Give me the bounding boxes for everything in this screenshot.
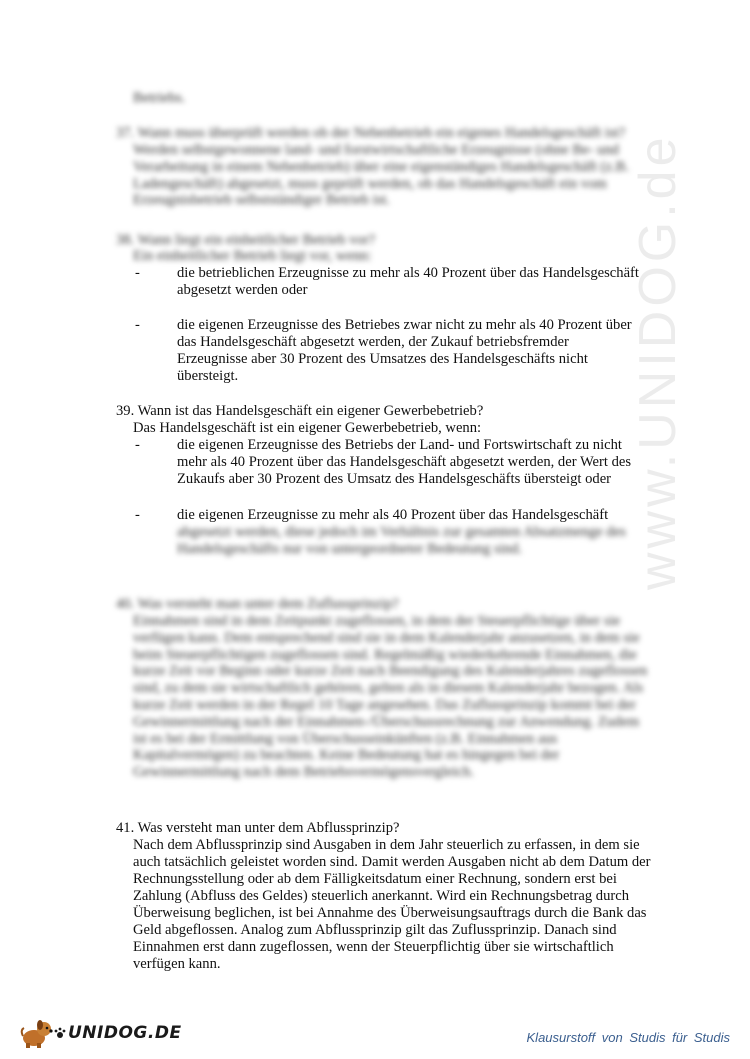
- text-line: das Handelsgeschäft abgesetzt werden, der Zukauf betriebsfremder: [177, 334, 569, 350]
- question-38-title: 38. Wann liegt ein einheitlicher Betrieb vor?: [116, 232, 376, 248]
- top-fragment: Betriebs.: [133, 90, 186, 106]
- question-38-item-1: [177, 265, 657, 299]
- question-41-answer: Nach dem Abflussprinzip sind Ausgaben in dem Jahr steuerlich zu erfassen, in dem sie auch tatsächlich geleistet worden sind. Damit werden Ausgaben nicht ab dem Datum der Rechnungsstellung oder ab dem Fälligkeitsdatum einer Rechnung, sondern erst bei Zahlung (Abfluss des Geldes) steuerlich anerkannt. Wird ein Rechnungsbetrag durch Überweisung beglichen, ist bei Annahme des Überweisungsauftrags durch die Bank das Geld abgeflossen. Analog zum Abflussprinzip gilt das Zuflussprinzip. Danach sind Einnahmen erst dann zugeflossen, wenn der Steuerpflichtig über sie wirtschaftlich verfügen kann.: [133, 837, 651, 972]
- question-41-title: 41. Was versteht man unter dem Abflussprinzip?: [116, 820, 400, 836]
- text-line: die betrieblichen Erzeugnisse zu mehr als 40 Prozent über das Handelsgeschäft: [177, 265, 639, 281]
- question-40-title: 40. Was versteht man unter dem Zuflussprinzip?: [116, 596, 399, 612]
- bullet-dash: -: [135, 265, 140, 281]
- question-38-intro: Ein einheitlicher Betrieb liegt vor, wenn:: [133, 248, 372, 264]
- text-line: abgesetzt werden, diese jedoch im Verhältnis zur gesamten Absatzmenge des: [177, 524, 626, 540]
- bullet-dash: -: [135, 507, 140, 523]
- question-38-item-2: [177, 317, 657, 385]
- question-39-item-1: [177, 437, 657, 488]
- text-line: übersteigt.: [177, 368, 239, 384]
- question-39-title: 39. Wann ist das Handelsgeschäft ein eigener Gewerbebetrieb?: [116, 403, 484, 419]
- text-line: mehr als 40 Prozent über das Handelsgeschäft abgesetzt werden, der Wert des: [177, 454, 632, 470]
- paw-icon: [54, 1027, 66, 1039]
- question-37-title: 37. Wann muss überprüft werden ob der Nebenbetrieb ein eigenes Handelsgeschäft ist?: [116, 125, 626, 141]
- bullet-dash: -: [135, 437, 140, 453]
- text-line: die eigenen Erzeugnisse des Betriebes zwar nicht zu mehr als 40 Prozent über: [177, 317, 632, 333]
- footer-tagline: Klausurstoff von Studis für Studis: [526, 1030, 730, 1045]
- logo-text: UNIDOG.DE: [68, 1023, 182, 1043]
- question-37-answer: Werden selbstgewonnene land- und forstwirtschaftliche Erzeugnisse (ohne Be- und Verarbeitung in einem Nebenbetrieb) über eine eigenständiges Handelsgeschäft (z.B. Ladengeschäft) abgesetzt, muss geprüft werden, ob das Handelsgeschäft ein vom Erzeugnisbetrieb selbstständiger Betrieb ist.: [133, 142, 629, 209]
- dog-mascot-icon: [20, 1018, 54, 1048]
- text-line: Zukaufs aber 30 Prozent des Umsatz des Handelsgeschäfts übersteigt oder: [177, 471, 612, 487]
- watermark: www.UNIDOG.de: [629, 133, 687, 590]
- question-40-answer: Einnahmen sind in dem Zeitpunkt zugeflossen, in dem der Steuerpflichtige über sie verfügen kann. Dem entsprechend sind sie in dem Kalenderjahr anzusetzen, in dem sie beim Steuerpflichtigen zugeflossen sind. Regelmäßig wiederkehrende Einnahmen, die kurze Zeit vor Beginn oder kurze Zeit nach Beendigung des Kalenderjahres zugeflossen sind, zu dem sie wirtschaftlich gehören, gelten als in diesem Kalenderjahr bezogen. Als kurze Zeit werden in der Regel 10 Tage angesehen. Das Zuflussprinzip kommt bei der Gewinnermittlung nach der Einnahmen-/Überschussrechnung zur Anwendung. Zudem ist es bei der Ermittlung von Überschusseinkünften (z.B. Einnahmen aus Kapitalvermögen) zu beachten. Keine Bedeutung hat es hingegen bei der Gewinnermittlung nach dem Betriebsvermögensvergleich.: [133, 613, 648, 781]
- question-39-intro: Das Handelsgeschäft ist ein eigener Gewerbebetrieb, wenn:: [133, 420, 482, 436]
- unidog-logo: [20, 1018, 182, 1048]
- text-line: abgesetzt werden oder: [177, 282, 308, 298]
- text-line: die eigenen Erzeugnisse des Betriebs der Land- und Fortswirtschaft zu nicht: [177, 437, 622, 453]
- text-line: Handelsgeschäfts nur von untergeordneter Bedeutung sind.: [177, 541, 523, 557]
- text-line: die eigenen Erzeugnisse zu mehr als 40 Prozent über das Handelsgeschäft: [177, 507, 609, 523]
- question-39-item-2: [177, 507, 657, 558]
- bullet-dash: -: [135, 317, 140, 333]
- text-line: Erzeugnisse aber 30 Prozent des Umsatzes des Handelsgeschäfts nicht: [177, 351, 588, 367]
